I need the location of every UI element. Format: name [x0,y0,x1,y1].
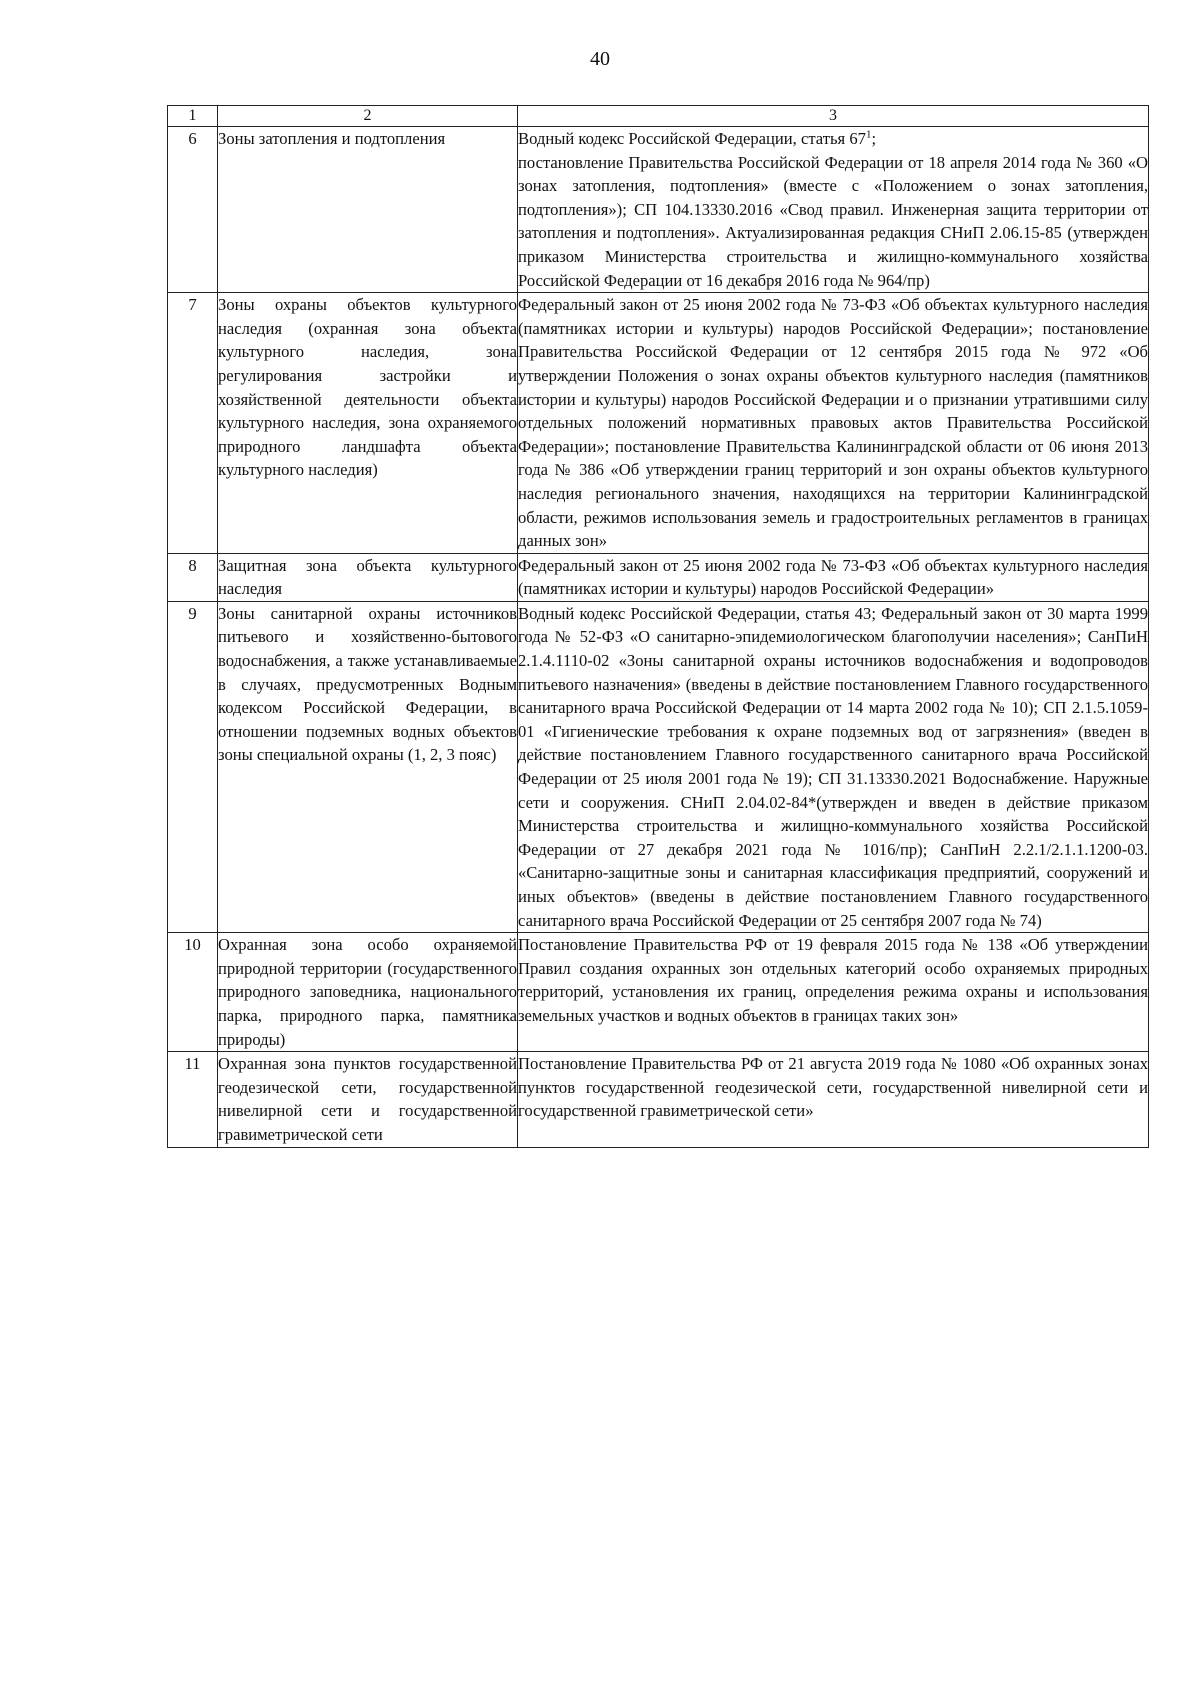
zone-name: Охранная зона пунктов государственной геодезической сети, государственной нивелирной сети и государственной гравиметрической сети [218,1052,518,1147]
legal-basis-first-line [518,127,1148,151]
legal-basis-first-end: ; [871,129,877,148]
page-number: 40 [590,48,610,70]
footnote-superscript: 1 [865,128,872,141]
legal-basis [518,127,1149,293]
row-number: 9 [168,601,218,932]
row-number: 10 [168,933,218,1052]
legal-basis: Федеральный закон от 25 июня 2002 года № 73-ФЗ «Об объектах культурного наследия (памятниках истории и культуры) народов Российской Федерации»; постановление Правительства Российской Федерации от 12 сентября 2015 года № 972 «Об утверждении Положения о зонах охраны объектов культурного наследия (памятников истории и культуры) народов Российской Федерации и о признании утратившими силу отдельных положений нормативных правовых актов Правительства Российской Федерации»; постановление Правительства Калининградской области от 06 июня 2013 года № 386 «Об утверждении границ территорий и зон охраны объектов культурного наследия регионального значения, находящихся на территории Калининградской области, режимов использования земель и градостроительных регламентов в границах данных зон» [518,293,1149,554]
table-row [168,293,1149,554]
table-row [168,933,1149,1052]
legal-basis: Водный кодекс Российской Федерации, статья 43; Федеральный закон от 30 марта 1999 года № 52-ФЗ «О санитарно-эпидемиологическом благополучии населения»; СанПиН 2.1.4.1110-02 «Зоны санитарной охраны источников водоснабжения и водопроводов питьевого назначения» (введены в действие постановлением Главного государственного санитарного врача Российской Федерации от 14 марта 2002 года № 10); СП 2.1.5.1059-01 «Гигиенические требования к охране подземных вод от загрязнения» (введен в действие постановлением Главного государственного санитарного врача Российской Федерации от 25 июля 2001 года № 19); СП 31.13330.2021 Водоснабжение. Наружные сети и сооружения. СНиП 2.04.02-84*(утвержден и введен в действие приказом Министерства строительства и жилищно-коммунального хозяйства Российской Федерации от 27 декабря 2021 года № 1016/пр); СанПиН 2.2.1/2.1.1.1200-03. «Санитарно-защитные зоны и санитарная классификация предприятий, сооружений и иных объектов» (введены в действие постановлением Главного государственного санитарного врача Российской Федерации от 25 сентября 2007 года № 74) [518,601,1149,932]
zone-name: Охранная зона особо охраняемой природной территории (государственного природного заповедника, национального парка, природного парка, памятника природы) [218,933,518,1052]
table-header-row [168,106,1149,127]
row-number: 6 [168,127,218,293]
legal-basis: Постановление Правительства РФ от 19 февраля 2015 года № 138 «Об утверждении Правил создания охранных зон отдельных категорий особо охраняемых природных территорий, установления их границ, определения режима охраны и использования земельных участков и водных объектов в границах таких зон» [518,933,1149,1052]
table-row [168,1052,1149,1147]
zone-name: Зоны затопления и подтопления [218,127,518,293]
row-number: 8 [168,553,218,601]
zone-name: Защитная зона объекта культурного наследия [218,553,518,601]
table-row [168,601,1149,932]
legal-basis-first-text: Водный кодекс Российской Федерации, статья 67 [518,129,866,148]
legal-basis: Федеральный закон от 25 июня 2002 года № 73-ФЗ «Об объектах культурного наследия (памятниках истории и культуры) народов Российской Федерации» [518,553,1149,601]
header-col-3: 3 [518,106,1149,127]
zone-name: Зоны санитарной охраны источников питьевого и хозяйственно-бытового водоснабжения, а также устанавливаемые в случаях, предусмотренных Водным кодексом Российской Федерации, в отношении подземных водных объектов зоны специальной охраны (1, 2, 3 пояс) [218,601,518,932]
table-row [168,127,1149,293]
table-row [168,553,1149,601]
regulations-table [167,105,1149,1148]
row-number: 11 [168,1052,218,1147]
header-col-2: 2 [218,106,518,127]
header-col-1: 1 [168,106,218,127]
row-number: 7 [168,293,218,554]
legal-basis-rest: постановление Правительства Российской Федерации от 18 апреля 2014 года № 360 «О зонах затопления, подтопления» (вместе с «Положением о зонах затопления, подтопления»); СП 104.13330.2016 «Свод правил. Инженерная защита территории от затопления и подтопления». Актуализированная редакция СНиП 2.06.15-85 (утвержден приказом Министерства строительства и жилищно-коммунального хозяйства Российской Федерации от 16 декабря 2016 года № 964/пр) [518,152,1148,290]
zone-name: Зоны охраны объектов культурного наследия (охранная зона объекта культурного наследия, зона регулирования застройки и хозяйственной деятельности объекта культурного наследия, зона охраняемого природного ландшафта объекта культурного наследия) [218,293,518,554]
legal-basis: Постановление Правительства РФ от 21 августа 2019 года № 1080 «Об охранных зонах пунктов государственной геодезической сети, государственной нивелирной сети и государственной гравиметрической сети» [518,1052,1149,1147]
